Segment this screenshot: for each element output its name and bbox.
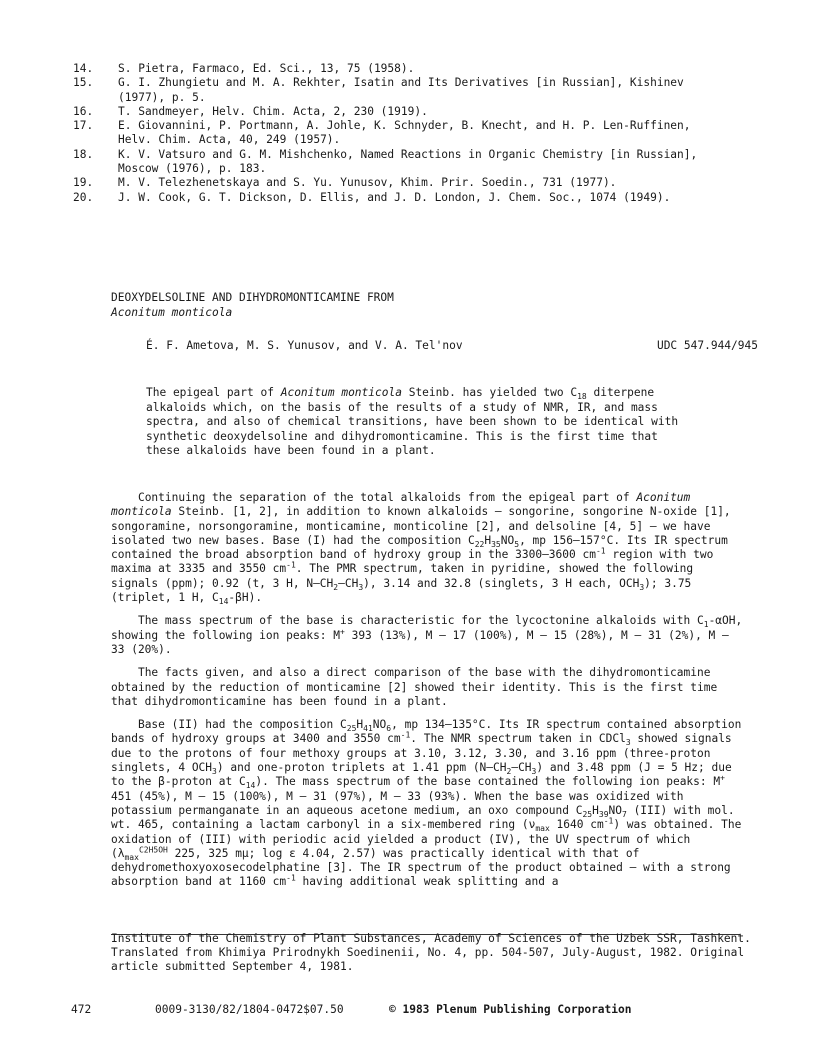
subscript: 3 [625,738,631,748]
superscript: -1 [595,546,606,556]
subscript: 5 [514,540,520,550]
body-text: showed signals due to the protons of four methoxy groups at 3.10, 3.12, 3.30, and 3.16 ppm (three-proton singlets, 4 OCH [111,732,732,775]
body-paragraph [111,718,746,890]
superscript: C2H5OH [138,845,168,855]
subscript: 22 [474,540,485,550]
reference-text: T. Sandmeyer, Helv. Chim. Acta, 2, 230 (1919). [118,104,428,118]
body-text: . The NMR spectrum taken in CDCl [410,732,626,746]
subscript: 39 [598,810,609,820]
body-text: ) and one-proton triplets at 1.41 ppm (N—CH [216,761,507,775]
body-text: . The PMR spectrum, taken in pyridine, showed the following signals (ppm); 0.92 (t, 3 H, N—CH [111,562,694,590]
body-text: NO [500,533,515,547]
journal-code: 0009-3130/82/1804-0472$07.50 [155,1003,344,1016]
footnote: Institute of the Chemistry of Plant Substances, Academy of Sciences of the Uzbek SSR, Tashkent. Translated from Khimiya Prirodnykh Soedinenii, No. 4, pp. 504-507, July-August, 1982. Original article submitted September 4, 1981. [111,932,751,973]
reference-text: M. V. Telezhenetskaya and S. Yu. Yunusov, Khim. Prir. Soedin., 731 (1977). [118,176,617,190]
body-paragraph [111,666,746,709]
species-name: Aconitum monticola [280,386,402,399]
body-text: -αOH, showing the following ion peaks: M [111,614,743,642]
subscript: 3 [212,767,217,777]
body-text: —CH [511,761,532,775]
body-text: The mass spectrum of the base is characteristic for the lycoctonine alkaloids with C [137,614,704,628]
body-text: , mp 156–157°C. Its IR spectrum contained the broad absorption band of hydroxy group in the 3300–3600 cm [111,533,728,562]
abstract-text: The epigeal part of [146,386,281,399]
article-authors: É. F. Ametova, M. S. Yunusov, and V. A. Tel'nov [146,339,463,352]
article-title [111,291,711,320]
body-text: NO [372,718,387,732]
reference-text-line1: E. Giovannini, P. Portmann, A. Johle, K. Schnyder, B. Knecht, and H. P. Len-Ruffinen, [118,119,691,133]
body-text: ). The mass spectrum of the base contained the following ion peaks: M [255,775,721,789]
subscript: 3 [531,767,537,777]
subscript: max [535,824,550,834]
superscript: -1 [400,730,411,740]
body-text: (III) with mol. wt. 465, containing a lactam carbonyl in a six-membered ring (ν [111,803,735,832]
article-title-line1: DEOXYDELSOLINE AND DIHYDROMONTICAMINE FROM [111,291,394,304]
reference-number: 20. [73,190,94,204]
superscript: -1 [286,560,296,570]
body-text: ) and 3.48 ppm (J = 5 Hz; due to the β-proton at C [111,761,732,789]
reference-item [73,119,753,148]
reference-text-line2: (1977), p. 5. [118,90,206,104]
reference-item [73,191,753,205]
body-paragraph [111,491,746,605]
subscript: max [124,853,139,863]
body-text: H [356,718,364,732]
body-text: having additional weak splitting and a [295,875,559,889]
abstract-text: diterpene alkaloids which, on the basis of the results of a study of NMR, IR, and mass spectra, and also of chemical transitions, have been shown to be identical with synthetic deoxydelsoline and dihydromonticamine. This is the first time that these alkaloids have been found in a plant. [146,386,679,457]
subscript: 7 [622,810,627,820]
reference-item [73,76,753,105]
subscript: 6 [386,724,392,734]
body-text: —CH [338,576,359,590]
body-text: Base (II) had the composition C [137,718,347,732]
reference-text [118,119,753,148]
abstract [146,386,686,459]
reference-number: 14. [73,62,94,75]
reference-text: S. Pietra, Farmaco, Ed. Sci., 13, 75 (1958). [118,62,415,75]
subscript: 3 [639,583,645,593]
subscript: 1 [703,620,709,630]
superscript: -1 [603,816,614,826]
reference-item [73,148,753,177]
subscript: 14 [245,781,256,791]
species-name: Aconitum monticola [111,491,691,519]
subscript: 2 [506,767,512,777]
subscript: 41 [363,724,373,734]
udc-code: UDC 547.944/945 [656,339,758,352]
body-text: NO [608,803,622,817]
reference-number: 16. [73,104,94,118]
abstract-text: Steinb. has yielded two C [401,386,578,399]
body-text: 1640 cm [549,818,604,832]
body-text: 225, 325 mμ; log ε 4.04, 2.57) was practically identical with that of dehydromethoxyoxosecodelphatine [3]. The IR spectrum of the product obtained — with a strong absorption band at 1160 cm [111,846,731,889]
reference-text [118,148,753,177]
reference-number: 18. [73,147,94,161]
reference-text-line1: K. V. Vatsuro and G. M. Mishchenko, Named Reactions in Organic Chemistry [in Russian], [118,147,698,161]
body-text: ); 3.75 (triplet, 1 H, C [111,576,692,605]
body-text: Continuing the separation of the total alkaloids from the epigeal part of [137,491,637,504]
reference-text [118,76,753,105]
superscript: + [720,773,725,783]
reference-text-line1: G. I. Zhungietu and M. A. Rekhter, Isatin and Its Derivatives [in Russian], Kishinev [118,76,684,90]
subscript: 25 [346,724,357,734]
article-body [111,491,746,899]
subscript: 3 [358,583,364,593]
reference-item [73,176,753,190]
reference-item [73,105,753,119]
superscript: + [340,626,345,636]
reference-number: 15. [73,76,94,90]
subscript: 35 [491,540,501,550]
body-text: , mp 134–135°C. Its IR spectrum contained absorption bands of hydroxy groups at 3400 and 3550 cm [111,718,742,746]
body-text: The facts given, and also a direct comparison of the base with the dihydromonticamine obtained by the reduction of monticamine [2] showed their identity. This is the first time that dihydromonticamine has been found in a plant. [111,666,718,708]
reference-item [73,62,753,76]
body-text: ) was obtained. The oxidation of (III) with periodic acid yielded a product (IV), the UV spectrum of which (λ [111,818,742,860]
body-paragraph [111,614,746,657]
reference-text-line2: Helv. Chim. Acta, 40, 249 (1957). [118,133,341,147]
subscript: 18 [577,392,587,402]
subscript: 25 [582,810,593,820]
body-text: region with two maxima at 3335 and 3550 cm [111,548,714,576]
reference-number: 17. [73,119,94,133]
copyright: © 1983 Plenum Publishing Corporation [389,1003,632,1016]
reference-list [73,62,753,205]
body-text: 393 (13%), M — 17 (100%), M — 15 (28%), M — 31 (2%), M — 33 (20%). [111,628,729,656]
page-number: 472 [71,1003,92,1016]
body-text: -βH). [228,591,263,605]
subscript: 14 [218,597,229,607]
subscript: 2 [333,583,339,593]
body-text: Steinb. [1, 2], in addition to known alkaloids — songorine, songorine N-oxide [1], songoramine, norsongoramine, monticamine, monticoline [2], and delsoline [4, 5] — we have isolated two new bases. Base (I) had the composition C [111,505,731,547]
article-title-line2: Aconitum monticola [111,305,233,319]
reference-number: 19. [73,176,94,190]
superscript: -1 [286,873,296,883]
body-text: ), 3.14 and 32.8 (singlets, 3 H each, OCH [363,576,640,590]
reference-text: J. W. Cook, G. T. Dickson, D. Ellis, and J. D. London, J. Chem. Soc., 1074 (1949). [118,190,671,204]
body-text: 451 (45%), M — 15 (100%), M — 31 (97%), M — 33 (93%). When the base was oxidized with potassium permanganate in an aqueous acetone medium, an oxo compound C [111,789,684,817]
body-text: H [484,533,492,547]
reference-text-line2: Moscow (1976), p. 183. [118,162,267,176]
body-text: H [592,803,599,817]
